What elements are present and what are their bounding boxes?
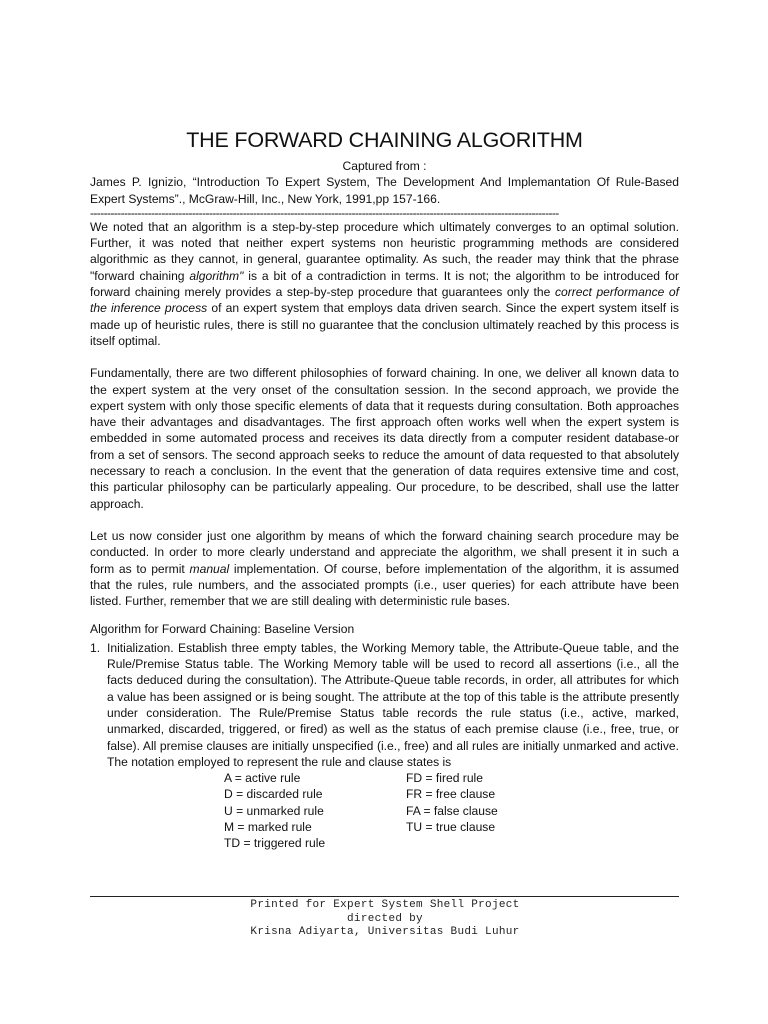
document-title: THE FORWARD CHAINING ALGORITHM bbox=[186, 128, 583, 152]
paragraph-3 bbox=[90, 528, 679, 609]
state-right-1: FR = free clause bbox=[406, 787, 496, 802]
state-left-4: TD = triggered rule bbox=[224, 836, 326, 851]
paragraph-1-italic-b: correct performance of the inference process bbox=[90, 285, 679, 316]
paragraph-1-text-a: We noted that an algorithm is a step-by-step procedure which ultimately converges to an optimal solution. Further, it was noted that neither expert systems non heuristic programming methods are considered algorithmic as they cannot, in general, guarantee optimality. As such, the reader may think that the phrase "forward chaining bbox=[90, 219, 679, 283]
paragraph-1 bbox=[90, 219, 679, 349]
state-left-0: A = active rule bbox=[224, 771, 301, 786]
paragraph-3-text-a: Let us now consider just one algorithm by means of which the forward chaining search procedure may be conducted. In order to more clearly understand and appreciate the algorithm, we shall present it in such a form as to permit bbox=[90, 528, 679, 576]
state-left-1: D = discarded rule bbox=[224, 787, 323, 802]
page-footer bbox=[200, 899, 570, 940]
captured-from-label: Captured from : bbox=[342, 159, 427, 173]
paragraph-1-text-c: of an expert system that employs data driven search. Since the expert system itself is made up of heuristic rules, there is still no guarantee that the conclusion ultimately reached by this process is itself optimal. bbox=[90, 301, 679, 348]
paragraph-3-text-b: implementation. Of course, before implementation of the algorithm, it is assumed that the rules, rule numbers, and the associated prompts (i.e., user queries) for each attribute have been listed. Further, remember that we are still dealing with deterministic rule bases. bbox=[90, 561, 679, 609]
state-notation-table bbox=[224, 770, 679, 851]
state-right-0: FD = fired rule bbox=[406, 771, 483, 786]
algorithm-heading: Algorithm for Forward Chaining: Baseline Version bbox=[90, 622, 355, 637]
paragraph-2: Fundamentally, there are two different philosophies of forward chaining. In one, we deliver all known data to the expert system at the very onset of the consultation session. In the second approach, we provide the expert system with only those specific elements of data that it requests during consultation. Both approaches have their advantages and disadvantages. The first approach often works well when the expert system is embedded in some automated process and receives its data directly from a computer resident database-or from a set of sensors. The second approach seeks to reduce the amount of data requested to that absolutely necessary to reach a conclusion. In the event that the generation of data requires extensive time and cost, this particular philosophy can be particularly appealing. Our procedure, to be described, shall use the latter approach. bbox=[90, 366, 679, 511]
state-right-empty bbox=[406, 835, 546, 851]
footer-line-1: Printed for Expert System Shell Project bbox=[250, 899, 520, 911]
state-right-3: TU = true clause bbox=[406, 819, 496, 834]
paragraph-3-italic: manual bbox=[189, 561, 230, 576]
footer-line-3: Krisna Adiyarta, Universitas Budi Luhur bbox=[250, 926, 520, 938]
footer-divider bbox=[90, 896, 679, 897]
algorithm-step-1 bbox=[90, 640, 679, 770]
state-right-2: FA = false clause bbox=[406, 803, 498, 818]
state-left-2: U = unmarked rule bbox=[224, 803, 324, 818]
document-page bbox=[90, 126, 679, 852]
citation: James P. Ignizio, “Introduction To Expert System, The Development And Implemantation Of Rule-Based Expert Systems”., McGraw-Hill, Inc., New York, 1991,pp 157-166. bbox=[90, 175, 679, 206]
step-text: Initialization. Establish three empty tables, the Working Memory table, the Attribute-Queue table, and the Rule/Premise Status table. The Working Memory table will be used to record all assertions (i.e., all the facts deduced during the consultation). The Attribute-Queue table records, in order, all attributes for which a value has been assigned or is being sought. The attribute at the top of this table is the attribute presently under consideration. The Rule/Premise Status table records the rule status (i.e., active, marked, unmarked, discarded, triggered, or fired) as well as the status of each premise clause (i.e., free, true, or false). All premise clauses are initially unspecified (i.e., free) and all rules are initially unmarked and active. The notation employed to represent the rule and clause states is bbox=[107, 640, 679, 769]
separator-line: ------------------------------------------------------------------------------------------------------------------------------------------ bbox=[90, 206, 559, 219]
paragraph-1-italic-a: algorithm" bbox=[189, 268, 244, 283]
footer-line-2: directed by bbox=[347, 912, 423, 925]
state-left-3: M = marked rule bbox=[224, 819, 312, 834]
paragraph-1-text-b: is a bit of a contradiction in terms. It is not; the algorithm to be introduced for forward chaining merely provides a step-by-step procedure that guarantees only the bbox=[90, 268, 679, 300]
step-number: 1. bbox=[90, 640, 101, 655]
